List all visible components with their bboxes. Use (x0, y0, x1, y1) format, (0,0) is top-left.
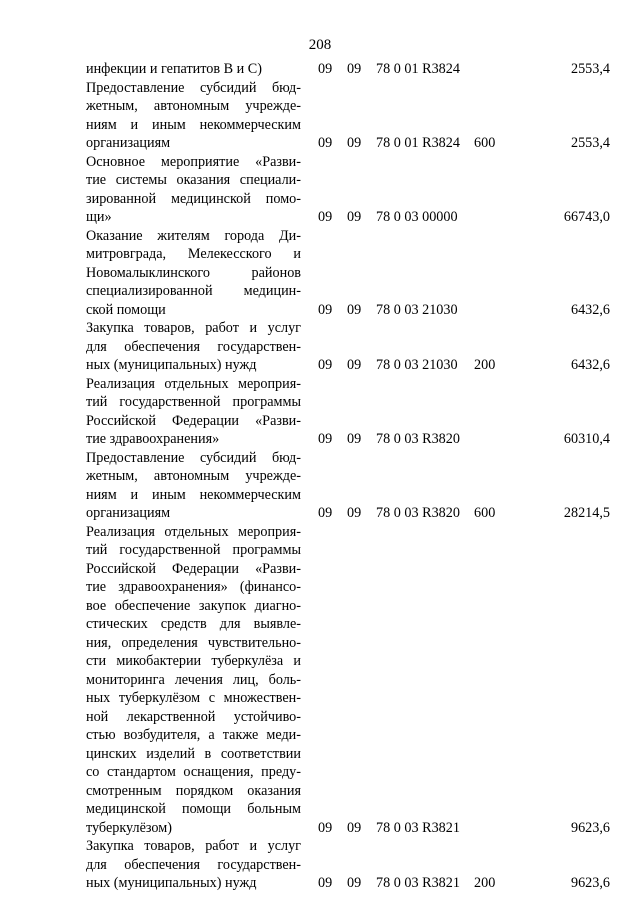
target-article-code: 78 0 03 21030 (376, 357, 458, 373)
description-line: Закупка товаров, работ и услуг (86, 838, 301, 854)
description-line: Основное мероприятие «Разви- (86, 153, 301, 170)
section-code: 09 (318, 209, 333, 225)
description-line: митровграда, Мелекесского и (86, 246, 301, 262)
expense-type-code: 600 (474, 505, 496, 521)
amount: 2553,4 (570, 61, 610, 77)
target-article-code: 78 0 03 21030 (376, 301, 458, 318)
subsection-code: 09 (347, 135, 362, 151)
row-description (86, 375, 301, 449)
section-code: 09 (318, 505, 333, 521)
amount: 6432,6 (570, 357, 610, 373)
description-line: ниям и иным некоммерческим (86, 486, 301, 503)
subsection-code: 09 (347, 819, 362, 836)
expense-type-code: 600 (474, 135, 496, 151)
description-line: Новомалыклинского районов (86, 264, 301, 281)
row-description (86, 837, 301, 893)
subsection-code: 09 (347, 357, 362, 373)
section-code: 09 (318, 135, 333, 151)
section-code: 09 (318, 875, 333, 891)
amount: 6432,6 (570, 301, 610, 318)
description-line: Реализация отдельных мероприя- (86, 523, 301, 540)
subsection-code: 09 (347, 875, 362, 891)
description-line: организациям (86, 505, 171, 521)
description-line: тий государственной программы (86, 542, 301, 558)
description-line: Закупка товаров, работ и услуг (86, 320, 301, 336)
target-article-code: 78 0 03 R3820 (376, 505, 460, 521)
target-article-code: 78 0 03 00000 (376, 209, 458, 225)
description-line: ской помощи (86, 301, 166, 318)
expense-type-code: 200 (474, 357, 496, 373)
description-line: инфекции и гепатитов В и С) (86, 61, 262, 77)
target-article-code: 78 0 03 R3820 (376, 431, 460, 447)
amount: 9623,6 (570, 819, 610, 836)
subsection-code: 09 (347, 61, 362, 77)
subsection-code: 09 (347, 301, 362, 318)
amount: 9623,6 (570, 875, 610, 891)
subsection-code: 09 (347, 505, 362, 521)
description-line: Российской Федерации «Разви- (86, 560, 301, 577)
section-code: 09 (318, 819, 333, 836)
description-line: ных туберкулёзом с множествен- (86, 690, 301, 706)
description-line: стью возбудителя, а также меди- (86, 727, 301, 743)
description-line: Реализация отдельных мероприя- (86, 375, 301, 392)
subsection-code: 09 (347, 209, 362, 225)
description-line: тие здравоохранения» (финансо- (86, 579, 301, 595)
target-article-code: 78 0 01 R3824 (376, 135, 460, 151)
amount: 28214,5 (563, 505, 610, 521)
description-line: мониторинга лечения лиц, боль- (86, 671, 301, 688)
section-code: 09 (318, 301, 333, 318)
description-line: тие системы оказания специали- (86, 172, 301, 188)
description-line: жетным, автономным учрежде- (86, 98, 301, 114)
description-line: ных (муниципальных) нужд (86, 875, 257, 891)
row-description (86, 523, 301, 838)
description-line: тий государственной программы (86, 394, 301, 410)
amount: 2553,4 (570, 135, 610, 151)
description-line: ных (муниципальных) нужд (86, 357, 257, 373)
description-line: зированной медицинской помо- (86, 190, 301, 207)
amount: 66743,0 (563, 209, 610, 225)
description-line: стических средств для выявле- (86, 616, 301, 632)
row-description (86, 449, 301, 523)
target-article-code: 78 0 03 R3821 (376, 875, 460, 891)
target-article-code: 78 0 03 R3821 (376, 819, 460, 836)
row-description (86, 153, 301, 227)
subsection-code: 09 (347, 431, 362, 447)
description-line: Российской Федерации «Разви- (86, 412, 301, 429)
section-code: 09 (318, 357, 333, 373)
target-article-code: 78 0 01 R3824 (376, 61, 460, 77)
description-line: ния, определения чувствительно- (86, 634, 301, 651)
page-number: 208 (308, 37, 332, 53)
description-line: жетным, автономным учрежде- (86, 468, 301, 484)
description-line: вое обеспечение закупок диагно- (86, 597, 301, 614)
description-line: смотренным порядком оказания (86, 782, 301, 799)
description-line: сти микобактерии туберкулёза и (86, 653, 301, 669)
description-line: цинских изделий в соответствии (86, 745, 301, 762)
row-description (86, 60, 301, 79)
expense-type-code: 200 (474, 875, 496, 891)
row-description (86, 319, 301, 375)
section-code: 09 (318, 61, 333, 77)
description-line: для обеспечения государствен- (86, 338, 301, 355)
row-description (86, 79, 301, 153)
section-code: 09 (318, 431, 333, 447)
description-line: туберкулёзом) (86, 819, 172, 836)
description-line: Предоставление субсидий бюд- (86, 79, 301, 96)
description-line: со стандартом оснащения, преду- (86, 764, 301, 780)
description-line: специализированной медицин- (86, 283, 301, 299)
description-line: организациям (86, 135, 171, 151)
description-line: Оказание жителям города Ди- (86, 227, 301, 244)
description-line: щи» (86, 209, 112, 225)
amount: 60310,4 (563, 431, 610, 447)
row-description (86, 227, 301, 320)
description-line: медицинской помощи больным (86, 801, 301, 817)
description-line: тие здравоохранения» (86, 431, 220, 447)
description-line: для обеспечения государствен- (86, 856, 301, 873)
description-line: ниям и иным некоммерческим (86, 116, 301, 133)
description-line: Предоставление субсидий бюд- (86, 449, 301, 466)
description-line: ной лекарственной устойчиво- (86, 708, 301, 725)
